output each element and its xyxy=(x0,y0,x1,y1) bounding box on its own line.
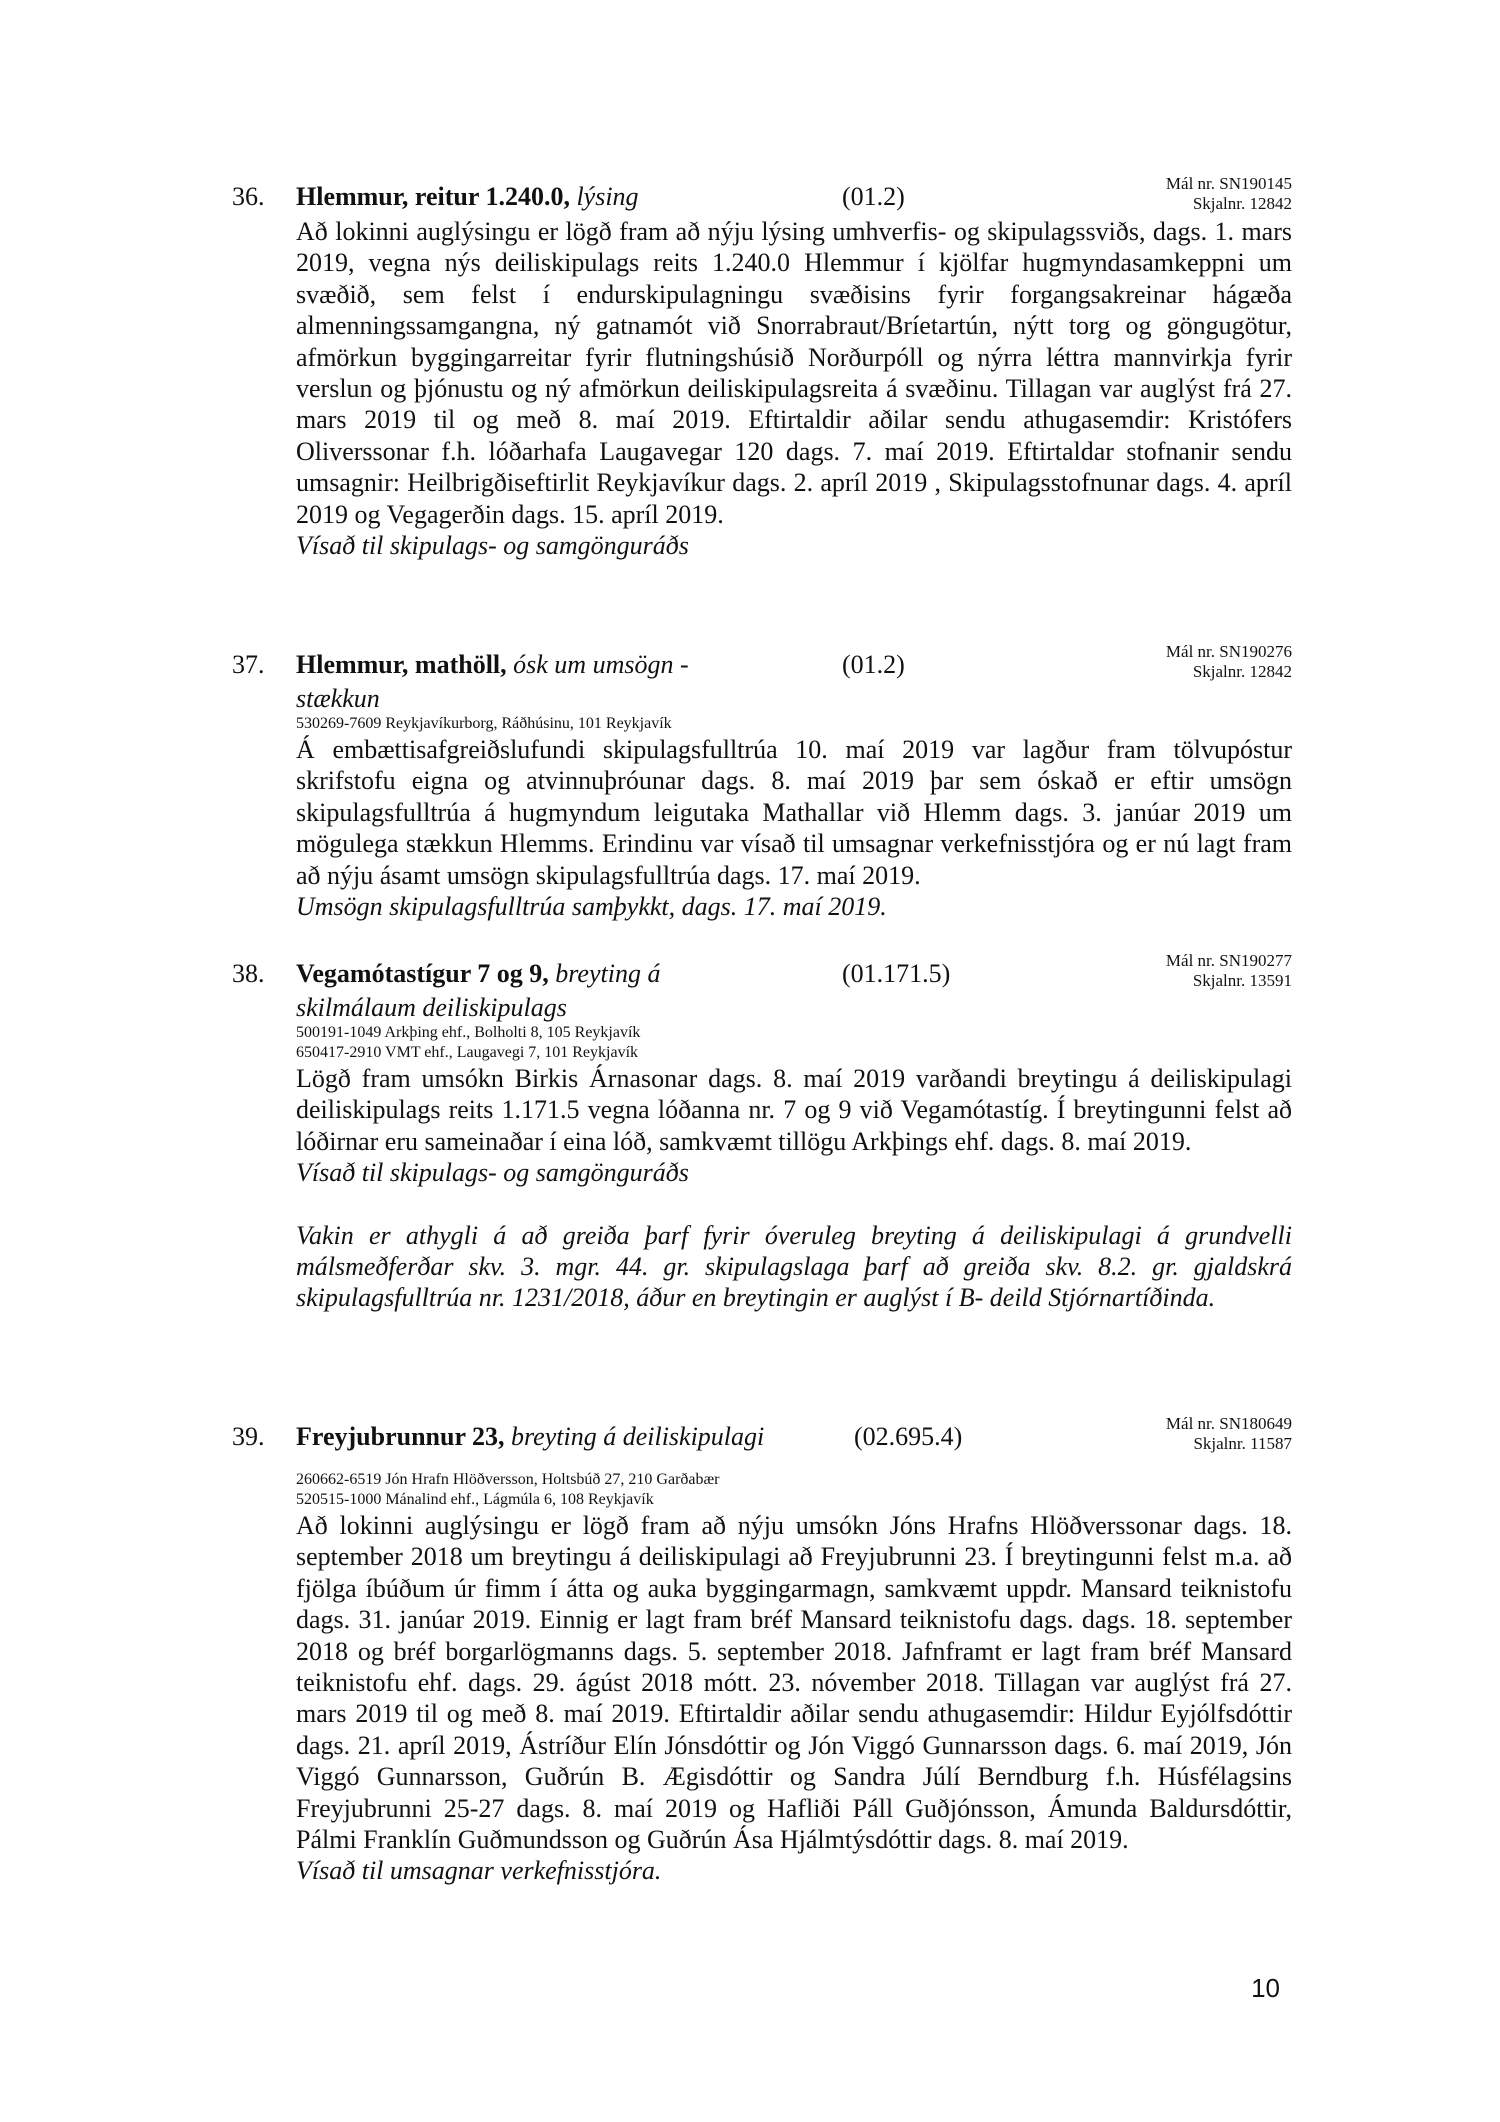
page-number: 10 xyxy=(1251,1973,1280,2003)
item-reference xyxy=(1166,642,1292,682)
item-title xyxy=(296,648,736,716)
item-title xyxy=(296,1420,856,1454)
item-reference xyxy=(1166,1414,1292,1454)
document-number: Skjalnr. 12842 xyxy=(1192,194,1292,213)
item-body: Á embættisafgreiðslufundi skipulagsfulltrúa 10. maí 2019 var lagður fram tölvupóstur skrifstofu eigna og atvinnuþróunar dags. 8. maí 2019 þar sem óskað er eftir umsögn skipulagsfulltrúa á hugmyndum leigutaka Mathallar við Hlemm dags. 3. janúar 2019 um mögulega stækkun Hlemms. Erindinu var vísað til umsagnar verkefnisstjóra og er nú lagt fram að nýju ásamt umsögn skipulagsfulltrúa dags. 17. maí 2019. xyxy=(296,735,1292,890)
agenda-item-38 xyxy=(232,951,1292,1314)
item-title-bold: Hlemmur, mathöll, xyxy=(296,650,507,679)
applicant-list xyxy=(296,714,1292,734)
item-title-bold: Freyjubrunnur 23, xyxy=(296,1422,505,1451)
applicant: 500191-1049 Arkþing ehf., Bolholti 8, 105 Reykjavík xyxy=(296,1024,641,1041)
item-verdict: Vísað til skipulags- og samgönguráðs xyxy=(296,531,689,561)
item-code: (01.2) xyxy=(842,650,905,679)
applicant: 650417-2910 VMT ehf., Laugavegi 7, 101 Reykjavík xyxy=(296,1044,639,1061)
case-number: Mál nr. SN180649 xyxy=(1165,1414,1292,1433)
item-title-bold: Hlemmur, reitur 1.240.0, xyxy=(296,182,570,211)
document-number: Skjalnr. 13591 xyxy=(1192,971,1292,990)
item-body: Að lokinni auglýsingu er lögð fram að nýju umsókn Jóns Hrafns Hlöðverssonar dags. 18. september 2018 um breytingu á deiliskipulagi að Freyjubrunni 23. Í breytingunni felst m.a. að fjölga íbúðum úr fimm í átta og auka byggingarmagn, samkvæmt uppdr. Mansard teiknistofu dags. 31. janúar 2019. Einnig er lagt fram bréf Mansard teiknistofu dags. dags. 18. september 2018 og bréf borgarlögmanns dags. 5. september 2018. Jafnframt er lagt fram bréf Mansard teiknistofu ehf. dags. 29. ágúst 2018 mótt. 23. nóvember 2018. Tillagan var auglýst frá 27. mars 2019 til og með 8. maí 2019. Eftirtaldir aðilar sendu athugasemdir: Hildur Eyjólfsdóttir dags. 21. apríl 2019, Ástríður Elín Jónsdóttir og Jón Viggó Gunnarsson dags. 6. maí 2019, Jón Viggó Gunnarsson, Guðrún B. Ægisdóttir og Sandra Júlí Berndburg f.h. Húsfélagsins Freyjubrunni 25-27 dags. 8. maí 2019 og Hafliði Páll Guðjónsson, Ámunda Baldursdóttir, Pálmi Franklín Guðmundsson og Guðrún Ása Hjálmtýsdóttir dags. 8. maí 2019. xyxy=(296,1511,1292,1855)
item-title-italic: breyting á deiliskipulagi xyxy=(511,1422,765,1451)
item-verdict: Vísað til skipulags- og samgönguráðs xyxy=(296,1158,689,1188)
item-title-bold: Vegamótastígur 7 og 9, xyxy=(296,959,549,988)
item-number: 36. xyxy=(232,182,265,211)
case-number: Mál nr. SN190145 xyxy=(1165,174,1292,193)
item-code: (01.2) xyxy=(842,182,905,211)
case-number: Mál nr. SN190276 xyxy=(1165,642,1292,661)
item-body: Lögð fram umsókn Birkis Árnasonar dags. 8. maí 2019 varðandi breytingu á deiliskipulagi deiliskipulags reits 1.171.5 vegna lóðanna nr. 7 og 9 við Vegamótastíg. Í breytingunni felst að lóðirnar eru sameinaðar í eina lóð, samkvæmt tillögu Arkþings ehf. dags. 8. maí 2019. xyxy=(296,1064,1292,1156)
applicant-list xyxy=(296,1470,1292,1510)
item-verdict: Umsögn skipulagsfulltrúa samþykkt, dags. 17. maí 2019. xyxy=(296,892,887,922)
item-code: (02.695.4) xyxy=(854,1422,963,1451)
item-verdict: Vísað til umsagnar verkefnisstjóra. xyxy=(296,1856,662,1886)
item-header xyxy=(232,174,1292,214)
item-title xyxy=(296,957,716,1025)
agenda-item-39 xyxy=(232,1414,1292,1887)
document-number: Skjalnr. 11587 xyxy=(1193,1434,1292,1453)
case-number: Mál nr. SN190277 xyxy=(1165,951,1292,970)
item-note: Vakin er athygli á að greiða þarf fyrir óveruleg breyting á deiliskipulagi á grundvelli málsmeðferðar skv. 3. mgr. 44. gr. skipulagslaga þarf að greiða skv. 8.2. gr. gjaldskrá skipulagsfulltrúa nr. 1231/2018, áður en breytingin er auglýst í B- deild Stjórnartíðinda. xyxy=(296,1220,1292,1313)
applicant-list xyxy=(296,1023,1292,1063)
item-number: 37. xyxy=(232,650,265,679)
applicant: 530269-7609 Reykjavíkurborg, Ráðhúsinu, 101 Reykjavík xyxy=(296,715,672,732)
item-reference xyxy=(1166,951,1292,991)
item-header xyxy=(232,642,1292,713)
item-title-italic: lýsing xyxy=(576,182,639,211)
agenda-item-37 xyxy=(232,642,1292,922)
applicant: 260662-6519 Jón Hrafn Hlöðversson, Holtsbúð 27, 210 Garðabær xyxy=(296,1471,720,1488)
applicant: 520515-1000 Mánalind ehf., Lágmúla 6, 108 Reykjavík xyxy=(296,1491,654,1508)
item-reference xyxy=(1166,174,1292,214)
item-header xyxy=(232,1414,1292,1460)
item-number: 39. xyxy=(232,1422,265,1451)
document-number: Skjalnr. 12842 xyxy=(1192,662,1292,681)
item-header xyxy=(232,951,1292,1022)
item-title xyxy=(296,180,736,214)
agenda-item-36 xyxy=(232,174,1292,561)
item-body: Að lokinni auglýsingu er lögð fram að nýju lýsing umhverfis- og skipulagssviðs, dags. 1. mars 2019, vegna nýs deiliskipulags reits 1.240.0 Hlemmur í kjölfar hugmyndasamkeppni um svæðið, sem felst í endurskipulagningu svæðisins fyrir forgangsakreinar hágæða almenningssamgangna, ný gatnamót við Snorrabraut/Bríetartún, nýtt torg og göngugötur, afmörkun byggingarreitar fyrir flutningshúsið Norðurpóll og nýrra léttra mannvirkja fyrir verslun og þjónustu og ný afmörkun deiliskipulagsreita á svæðinu. Tillagan var auglýst frá 27. mars 2019 til og með 8. maí 2019. Eftirtaldir aðilar sendu athugasemdir: Kristófers Oliverssonar f.h. lóðarhafa Laugavegar 120 dags. 7. maí 2019. Eftirtaldar stofnanir sendu umsagnir: Heilbrigðiseftirlit Reykjavíkur dags. 2. apríl 2019 , Skipulagsstofnunar dags. 4. apríl 2019 og Vegagerðin dags. 15. apríl 2019. xyxy=(296,217,1292,529)
item-title-italic: breyting á skilmálaum deiliskipulags xyxy=(296,959,661,1022)
item-number: 38. xyxy=(232,959,265,988)
item-code: (01.171.5) xyxy=(842,959,951,988)
item-title-italic: ósk um umsögn - stækkun xyxy=(296,650,689,713)
